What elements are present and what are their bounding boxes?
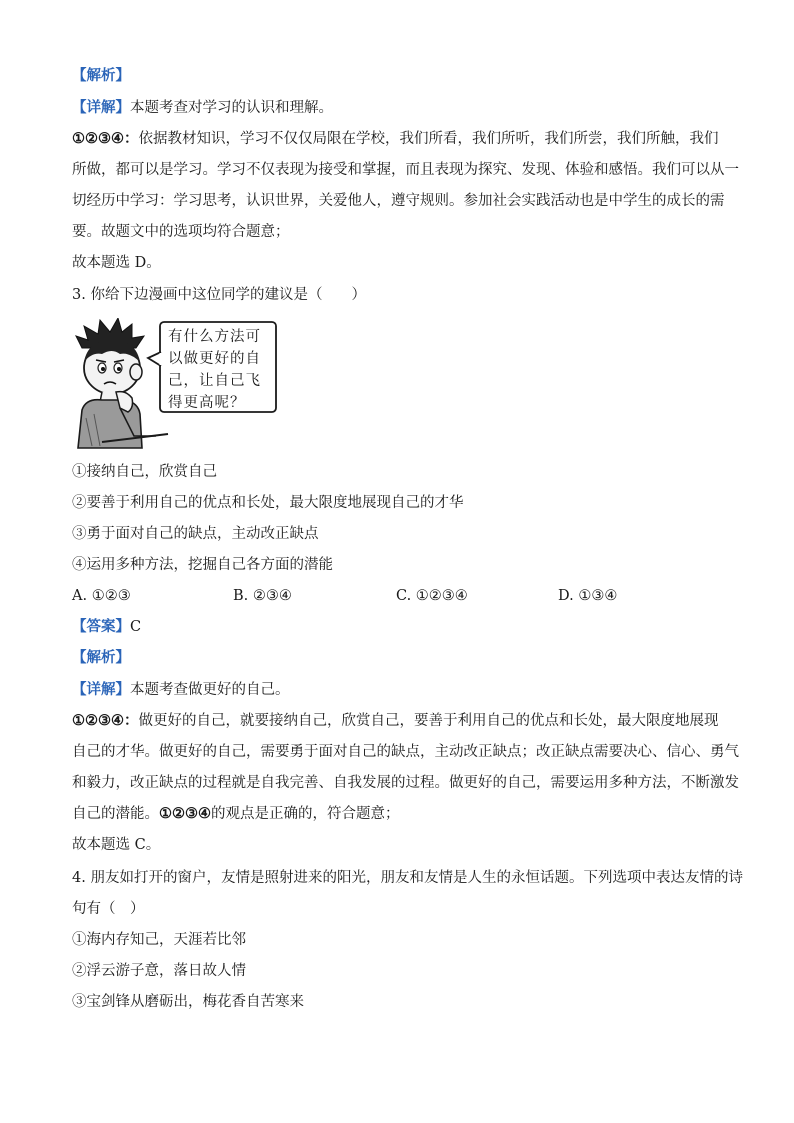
question-3-stem: 3. 你给下边漫画中这位同学的建议是（ ） <box>72 287 366 303</box>
statement-2: ②要善于利用自己的优点和长处，最大限度地展现自己的才华 <box>72 495 464 511</box>
detail-tag: 【详解】 <box>72 681 130 698</box>
answer-value: C <box>130 619 142 635</box>
detail-line <box>72 680 722 700</box>
cartoon-illustration <box>72 318 282 450</box>
detail-line <box>72 98 722 118</box>
option-numbers: ①②③④： <box>72 130 139 147</box>
speech-bubble-line: 得更高呢？ <box>168 395 246 411</box>
speech-bubble-line: 以做更好的自 <box>168 351 261 367</box>
conclusion-line: 故本题选 C。 <box>72 837 161 853</box>
statement-4: ④运用多种方法，挖掘自己各方面的潜能 <box>72 557 333 573</box>
option-b: B. ②③④ <box>233 588 292 604</box>
explanation-paragraph-line: 自己的才华。做更好的自己，需要勇于面对自己的缺点，主动改正缺点；改正缺点需要决心、信心、勇气 <box>72 744 739 760</box>
analysis-tag: 【解析】 <box>72 67 130 84</box>
detail-text: 本题考查对学习的认识和理解。 <box>130 100 333 116</box>
explanation-paragraph-line: 和毅力，改正缺点的过程就是自我完善、自我发展的过程。做更好的自己，需要运用多种方法，不断激发 <box>72 775 739 791</box>
statement-2: ②浮云游子意，落日故人情 <box>72 963 246 979</box>
explanation-paragraph-line: 切经历中学习：学习思考，认识世界，关爱他人，遵守规则。参加社会实践活动也是中学生的成长的需 <box>72 193 725 209</box>
option-d: D. ①③④ <box>558 588 618 604</box>
detail-text: 本题考查做更好的自己。 <box>130 682 290 698</box>
statement-1: ①海内存知己，天涯若比邻 <box>72 932 246 948</box>
analysis-tag: 【解析】 <box>72 649 130 666</box>
explanation-text: 依据教材知识，学习不仅仅局限在学校，我们所看，我们所听，我们所尝，我们所触，我们 <box>138 131 719 147</box>
explanation-paragraph-line <box>72 711 722 731</box>
question-4-stem: 句有（ ） <box>72 901 145 917</box>
option-numbers: ①②③④： <box>72 712 139 729</box>
explanation-paragraph-line <box>72 804 722 824</box>
statement-3: ③宝剑锋从磨砺出，梅花香自苦寒来 <box>72 994 304 1010</box>
explanation-text: 做更好的自己，就要接纳自己，欣赏自己，要善于利用自己的优点和长处，最大限度地展现 <box>138 713 719 729</box>
speech-bubble-line: 有什么方法可 <box>168 329 261 345</box>
detail-tag: 【详解】 <box>72 99 130 116</box>
explanation-paragraph-line: 所做，都可以是学习。学习不仅表现为接受和掌握，而且表现为探究、发现、体验和感悟。我们可以从一 <box>72 162 739 178</box>
explanation-text: 自己的潜能。 <box>72 806 159 822</box>
option-numbers: ①②③④ <box>159 805 211 822</box>
option-c: C. ①②③④ <box>396 588 468 604</box>
question-4-stem: 4. 朋友如打开的窗户，友情是照射进来的阳光，朋友和友情是人生的永恒话题。下列选项中表达友情的诗 <box>72 870 743 886</box>
answer-line <box>72 617 722 637</box>
speech-bubble-line: 己，让自己飞 <box>168 373 261 389</box>
option-a: A. ①②③ <box>72 588 131 604</box>
explanation-paragraph-line <box>72 129 722 149</box>
conclusion-line: 故本题选 D。 <box>72 255 161 271</box>
explanation-paragraph-line: 要。故题文中的选项均符合题意； <box>72 224 290 240</box>
explanation-text: 的观点是正确的，符合题意； <box>211 806 400 822</box>
statement-3: ③勇于面对自己的缺点，主动改正缺点 <box>72 526 319 542</box>
answer-tag: 【答案】 <box>72 618 130 635</box>
statement-1: ①接纳自己，欣赏自己 <box>72 464 217 480</box>
